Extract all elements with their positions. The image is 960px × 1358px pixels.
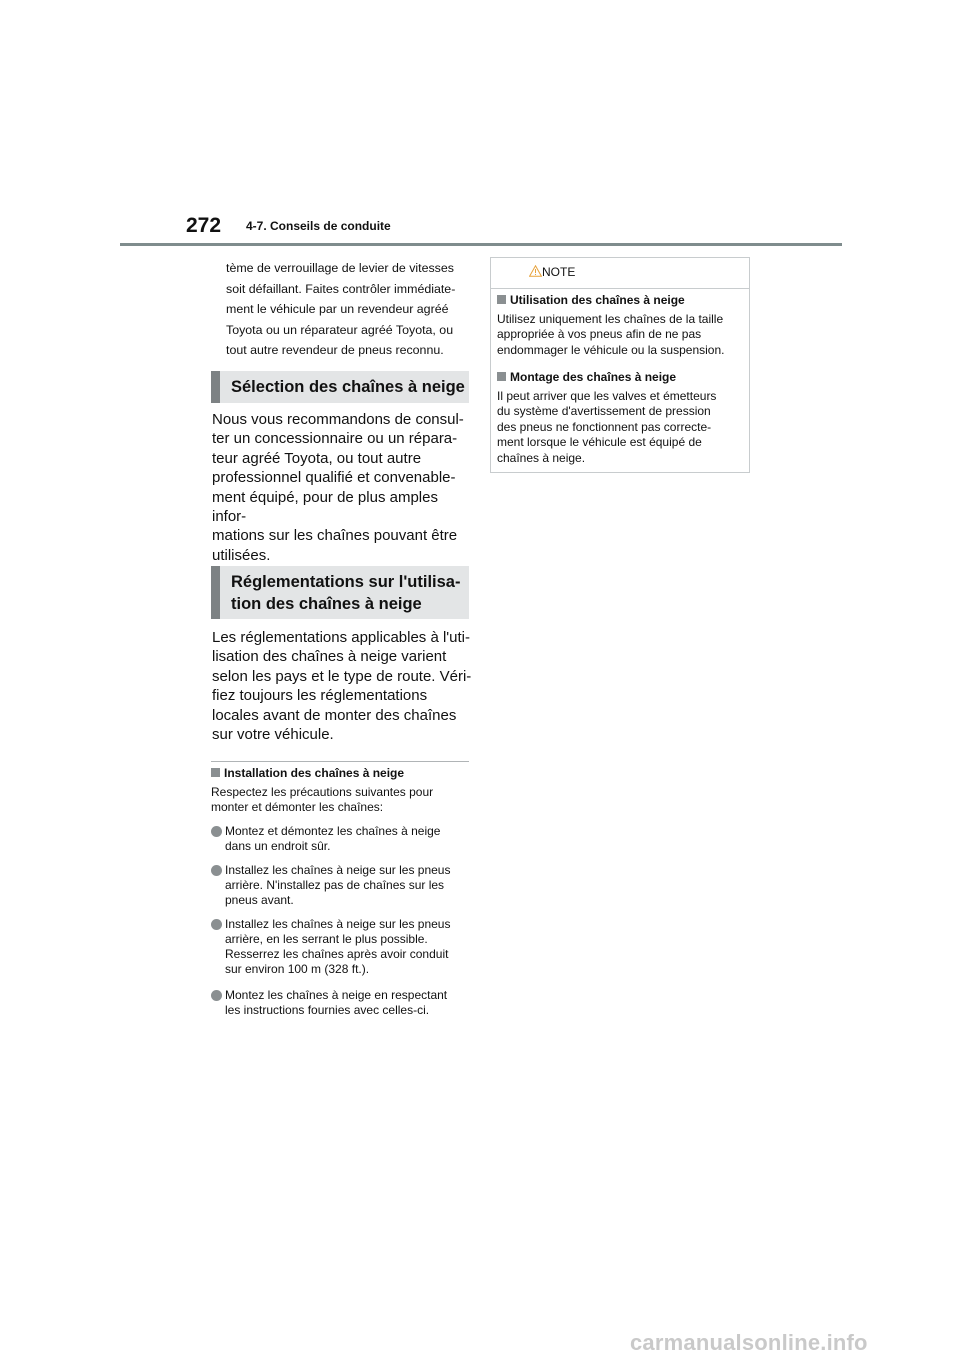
continuation-paragraph xyxy=(226,258,476,361)
text-line: Il peut arriver que les valves et émetteurs xyxy=(497,389,717,403)
square-bullet-icon xyxy=(211,768,220,777)
text-line: monter et démonter les chaînes: xyxy=(211,800,384,814)
heading-regulations xyxy=(211,566,469,619)
text-line: professionnel qualifié et convenable- xyxy=(212,469,456,487)
heading-line: tion des chaînes à neige xyxy=(231,595,422,613)
note-box xyxy=(490,257,750,473)
text-line: Toyota ou un réparateur agréé Toyota, ou xyxy=(226,322,454,337)
round-bullet-icon xyxy=(211,865,222,876)
text-line: Montez les chaînes à neige en respectant xyxy=(225,988,448,1002)
text-line: pneus avant. xyxy=(225,893,294,907)
text-line: dans un endroit sûr. xyxy=(225,839,331,853)
text-line: selon les pays et le type de route. Véri- xyxy=(212,667,472,685)
install-subheading-text: Installation des chaînes à neige xyxy=(224,766,405,780)
text-line: lisation des chaînes à neige varient xyxy=(212,648,447,666)
selection-paragraph xyxy=(212,410,474,565)
text-line: ment lorsque le véhicule est équipé de xyxy=(497,435,702,450)
text-line: ter un concessionnaire ou un répara- xyxy=(212,430,458,448)
text-line: Nous vous recommandons de consul- xyxy=(212,411,464,428)
header-divider xyxy=(120,243,842,246)
text-line: Respectez les précautions suivantes pour xyxy=(211,785,434,799)
text-line: arrière. N'installez pas de chaînes sur les xyxy=(225,878,445,892)
warning-triangle-icon xyxy=(529,265,542,277)
install-intro xyxy=(211,785,469,815)
text-line: locales avant de monter des chaînes xyxy=(212,706,457,724)
list-item xyxy=(211,988,473,1018)
text-line: fiez toujours les réglementations xyxy=(212,687,428,705)
text-line: tème de verrouillage de levier de vitesses xyxy=(226,261,454,275)
square-bullet-icon xyxy=(497,372,506,381)
text-line: des pneus ne fonctionnent pas correcte- xyxy=(497,419,712,434)
text-line: appropriée à vos pneus afin de ne pas xyxy=(497,327,702,342)
heading-selection-chains: Sélection des chaînes à neige xyxy=(211,371,469,403)
regulations-paragraph xyxy=(212,628,474,744)
text-line: Installez les chaînes à neige sur les pneus xyxy=(225,917,451,931)
page-number: 272 xyxy=(186,214,222,237)
note-header xyxy=(491,258,749,289)
section-divider xyxy=(211,761,469,762)
text-line: ment équipé, pour de plus amples infor- xyxy=(212,488,438,526)
text-line: Montez et démontez les chaînes à neige xyxy=(225,824,441,838)
section-title: 4-7. Conseils de conduite xyxy=(246,219,391,233)
text-line: chaînes à neige. xyxy=(497,450,586,465)
note-item-title xyxy=(497,293,685,307)
note-item-title-text: Montage des chaînes à neige xyxy=(510,370,677,384)
heading-line: Réglementations sur l'utilisa- xyxy=(231,573,461,591)
watermark: carmanualsonline.info xyxy=(630,1330,868,1355)
round-bullet-icon xyxy=(211,826,222,837)
text-line: les instructions fournies avec celles-ci. xyxy=(225,1003,430,1017)
round-bullet-icon xyxy=(211,990,222,1001)
note-item-title xyxy=(497,370,676,384)
list-item xyxy=(211,917,473,977)
note-item-title-text: Utilisation des chaînes à neige xyxy=(510,293,685,307)
list-item xyxy=(211,824,473,854)
text-line: Installez les chaînes à neige sur les pneus xyxy=(225,863,451,877)
text-line: utilisées. xyxy=(212,546,271,564)
text-line: sur votre véhicule. xyxy=(212,726,334,744)
round-bullet-icon xyxy=(211,919,222,930)
square-bullet-icon xyxy=(497,295,506,304)
text-line: Les réglementations applicables à l'uti- xyxy=(212,629,471,646)
text-line: du système d'avertissement de pression xyxy=(497,404,711,419)
text-line: tout autre revendeur de pneus reconnu. xyxy=(226,343,444,357)
text-line: ment le véhicule par un revendeur agréé xyxy=(226,302,449,316)
text-line: teur agréé Toyota, ou tout autre xyxy=(212,449,422,467)
note-item-text xyxy=(497,312,747,358)
list-item xyxy=(211,863,473,908)
install-subheading xyxy=(211,766,404,780)
text-line: Resserrez les chaînes après avoir conduit xyxy=(225,947,449,961)
text-line: arrière, en les serrant le plus possible. xyxy=(225,932,428,946)
text-line: mations sur les chaînes pouvant être xyxy=(212,527,458,545)
note-label: NOTE xyxy=(542,265,576,279)
text-line: sur environ 100 m (328 ft.). xyxy=(225,962,370,976)
text-line: soit défaillant. Faites contrôler immédiate- xyxy=(226,281,456,296)
note-item-text xyxy=(497,389,747,466)
text-line: endommager le véhicule ou la suspension. xyxy=(497,342,725,357)
text-line: Utilisez uniquement les chaînes de la taille xyxy=(497,312,724,326)
